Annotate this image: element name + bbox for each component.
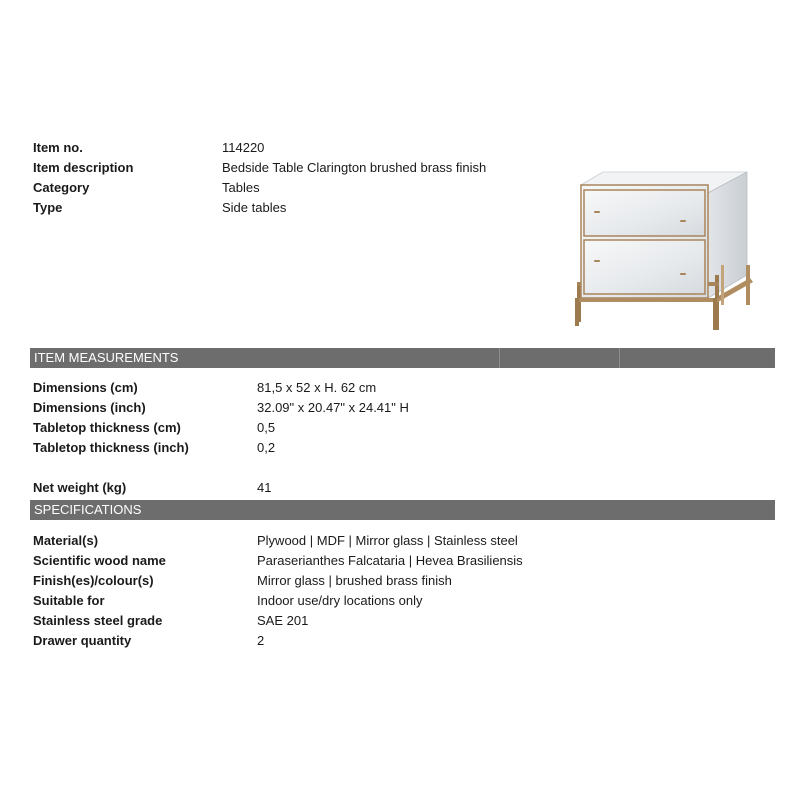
measurement-value: 0,2 <box>257 440 276 455</box>
spec-label: Scientific wood name <box>33 553 166 568</box>
spec-value: SAE 201 <box>257 613 309 628</box>
spec-label: Material(s) <box>33 533 99 548</box>
item-value: Tables <box>222 180 260 195</box>
item-value: Bedside Table Clarington brushed brass finish <box>222 160 487 175</box>
item-label: Item no. <box>33 140 83 155</box>
item-label: Item description <box>33 160 134 175</box>
product-image <box>575 170 780 335</box>
spec-label: Suitable for <box>33 593 105 608</box>
item-label: Category <box>33 180 90 195</box>
spec-value: Mirror glass | brushed brass finish <box>257 573 452 588</box>
header-divider <box>499 348 500 368</box>
spec-value: Plywood | MDF | Mirror glass | Stainless steel <box>257 533 518 548</box>
item-value: Side tables <box>222 200 287 215</box>
item-label: Type <box>33 200 63 215</box>
specifications-header-bar <box>30 500 775 520</box>
header-divider <box>619 348 620 368</box>
item-value: 114220 <box>222 140 265 155</box>
measurement-label: Dimensions (inch) <box>33 400 146 415</box>
bedside-table-illustration <box>575 170 780 335</box>
spec-label: Drawer quantity <box>33 633 132 648</box>
net-weight-label: Net weight (kg) <box>33 480 127 495</box>
measurement-value: 0,5 <box>257 420 276 435</box>
measurement-value: 81,5 x 52 x H. 62 cm <box>257 380 377 395</box>
spec-label: Stainless steel grade <box>33 613 163 628</box>
net-weight-value: 41 <box>257 480 272 495</box>
spec-value: Indoor use/dry locations only <box>257 593 423 608</box>
specifications-header: SPECIFICATIONS <box>34 502 142 517</box>
measurement-value: 32.09" x 20.47" x 24.41" H <box>257 400 409 415</box>
spec-value: 2 <box>257 633 265 648</box>
spec-value: Paraserianthes Falcataria | Hevea Brasiliensis <box>257 553 523 568</box>
measurement-label: Tabletop thickness (cm) <box>33 420 181 435</box>
spec-label: Finish(es)/colour(s) <box>33 573 154 588</box>
measurement-label: Tabletop thickness (inch) <box>33 440 189 455</box>
measurements-header: ITEM MEASUREMENTS <box>34 350 179 365</box>
measurements-header-bar <box>30 348 775 368</box>
measurement-label: Dimensions (cm) <box>33 380 138 395</box>
